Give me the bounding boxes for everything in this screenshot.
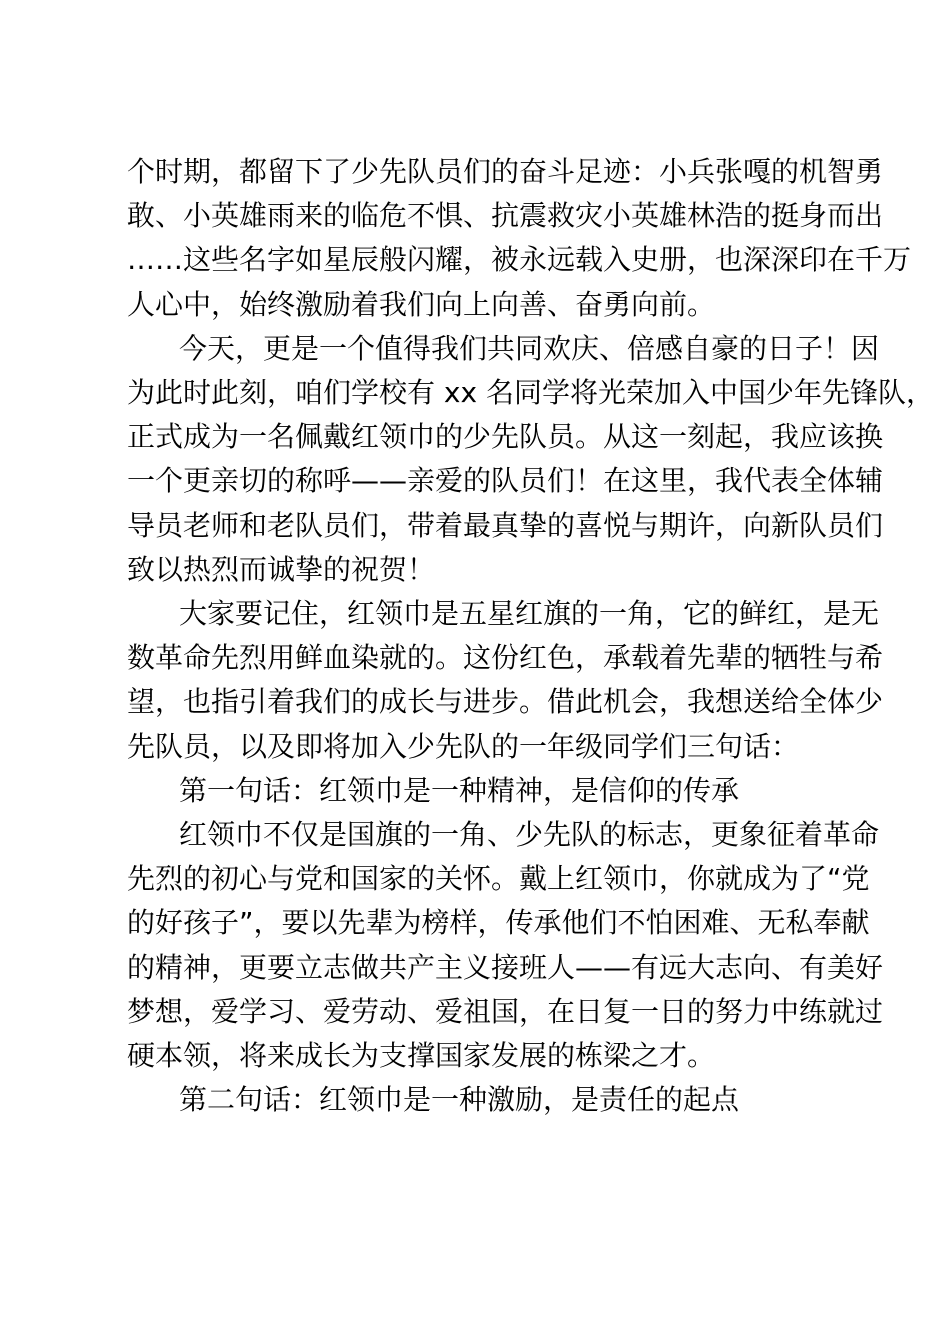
text-line: 导员老师和老队员们，带着最真挚的喜悦与期许，向新队员们 [127, 508, 884, 542]
text-line: 的精神，更要立志做共产主义接班人——有远大志向、有美好 [127, 950, 884, 984]
text-line: 硬本领，将来成长为支撑国家发展的栋梁之才。 [127, 1039, 716, 1073]
text-line: 数革命先烈用鲜血染就的。这份红色，承载着先辈的牺牲与希 [127, 641, 884, 675]
text-line: 的好孩子”，要以先辈为榜样，传承他们不怕困难、无私奉献 [127, 906, 870, 940]
text-line: 正式成为一名佩戴红领巾的少先队员。从这一刻起，我应该换 [127, 420, 884, 454]
text-line: 一个更亲切的称呼——亲爱的队员们！在这里，我代表全体辅 [127, 464, 884, 498]
text-line: 梦想，爱学习、爱劳动、爱祖国，在日复一日的努力中练就过 [127, 994, 884, 1028]
text-line: 望，也指引着我们的成长与进步。借此机会，我想送给全体少 [127, 685, 884, 719]
text-line: 致以热烈而诚挚的祝贺！ [127, 552, 436, 586]
section-heading-line: 第二句话：红领巾是一种激励，是责任的起点 [179, 1083, 740, 1117]
section-heading-line: 第一句话：红领巾是一种精神，是信仰的传承 [179, 773, 740, 807]
text-line: 先烈的初心与党和国家的关怀。戴上红领巾，你就成为了“党 [127, 862, 870, 896]
paragraph-start-line: 今天，更是一个值得我们共同欢庆、倍感自豪的日子！因 [179, 331, 880, 365]
text-line: 人心中，始终激励着我们向上向善、奋勇向前。 [127, 287, 716, 321]
paragraph-start-line: 大家要记住，红领巾是五星红旗的一角，它的鲜红，是无 [179, 597, 880, 631]
text-line: ……这些名字如星辰般闪耀，被永远载入史册，也深深印在千万 [127, 243, 912, 277]
text-line: 为此时此刻，咱们学校有 xx 名同学将光荣加入中国少年先锋队， [127, 376, 934, 410]
text-line: 先队员，以及即将加入少先队的一年级同学们三句话： [127, 729, 800, 763]
paragraph-start-line: 红领巾不仅是国旗的一角、少先队的标志，更象征着革命 [179, 818, 880, 852]
speech-text-body [127, 150, 934, 1122]
text-line: 敢、小英雄雨来的临危不惧、抗震救灾小英雄林浩的挺身而出 [127, 199, 884, 233]
text-line: 个时期，都留下了少先队员们的奋斗足迹：小兵张嘎的机智勇 [127, 155, 884, 188]
